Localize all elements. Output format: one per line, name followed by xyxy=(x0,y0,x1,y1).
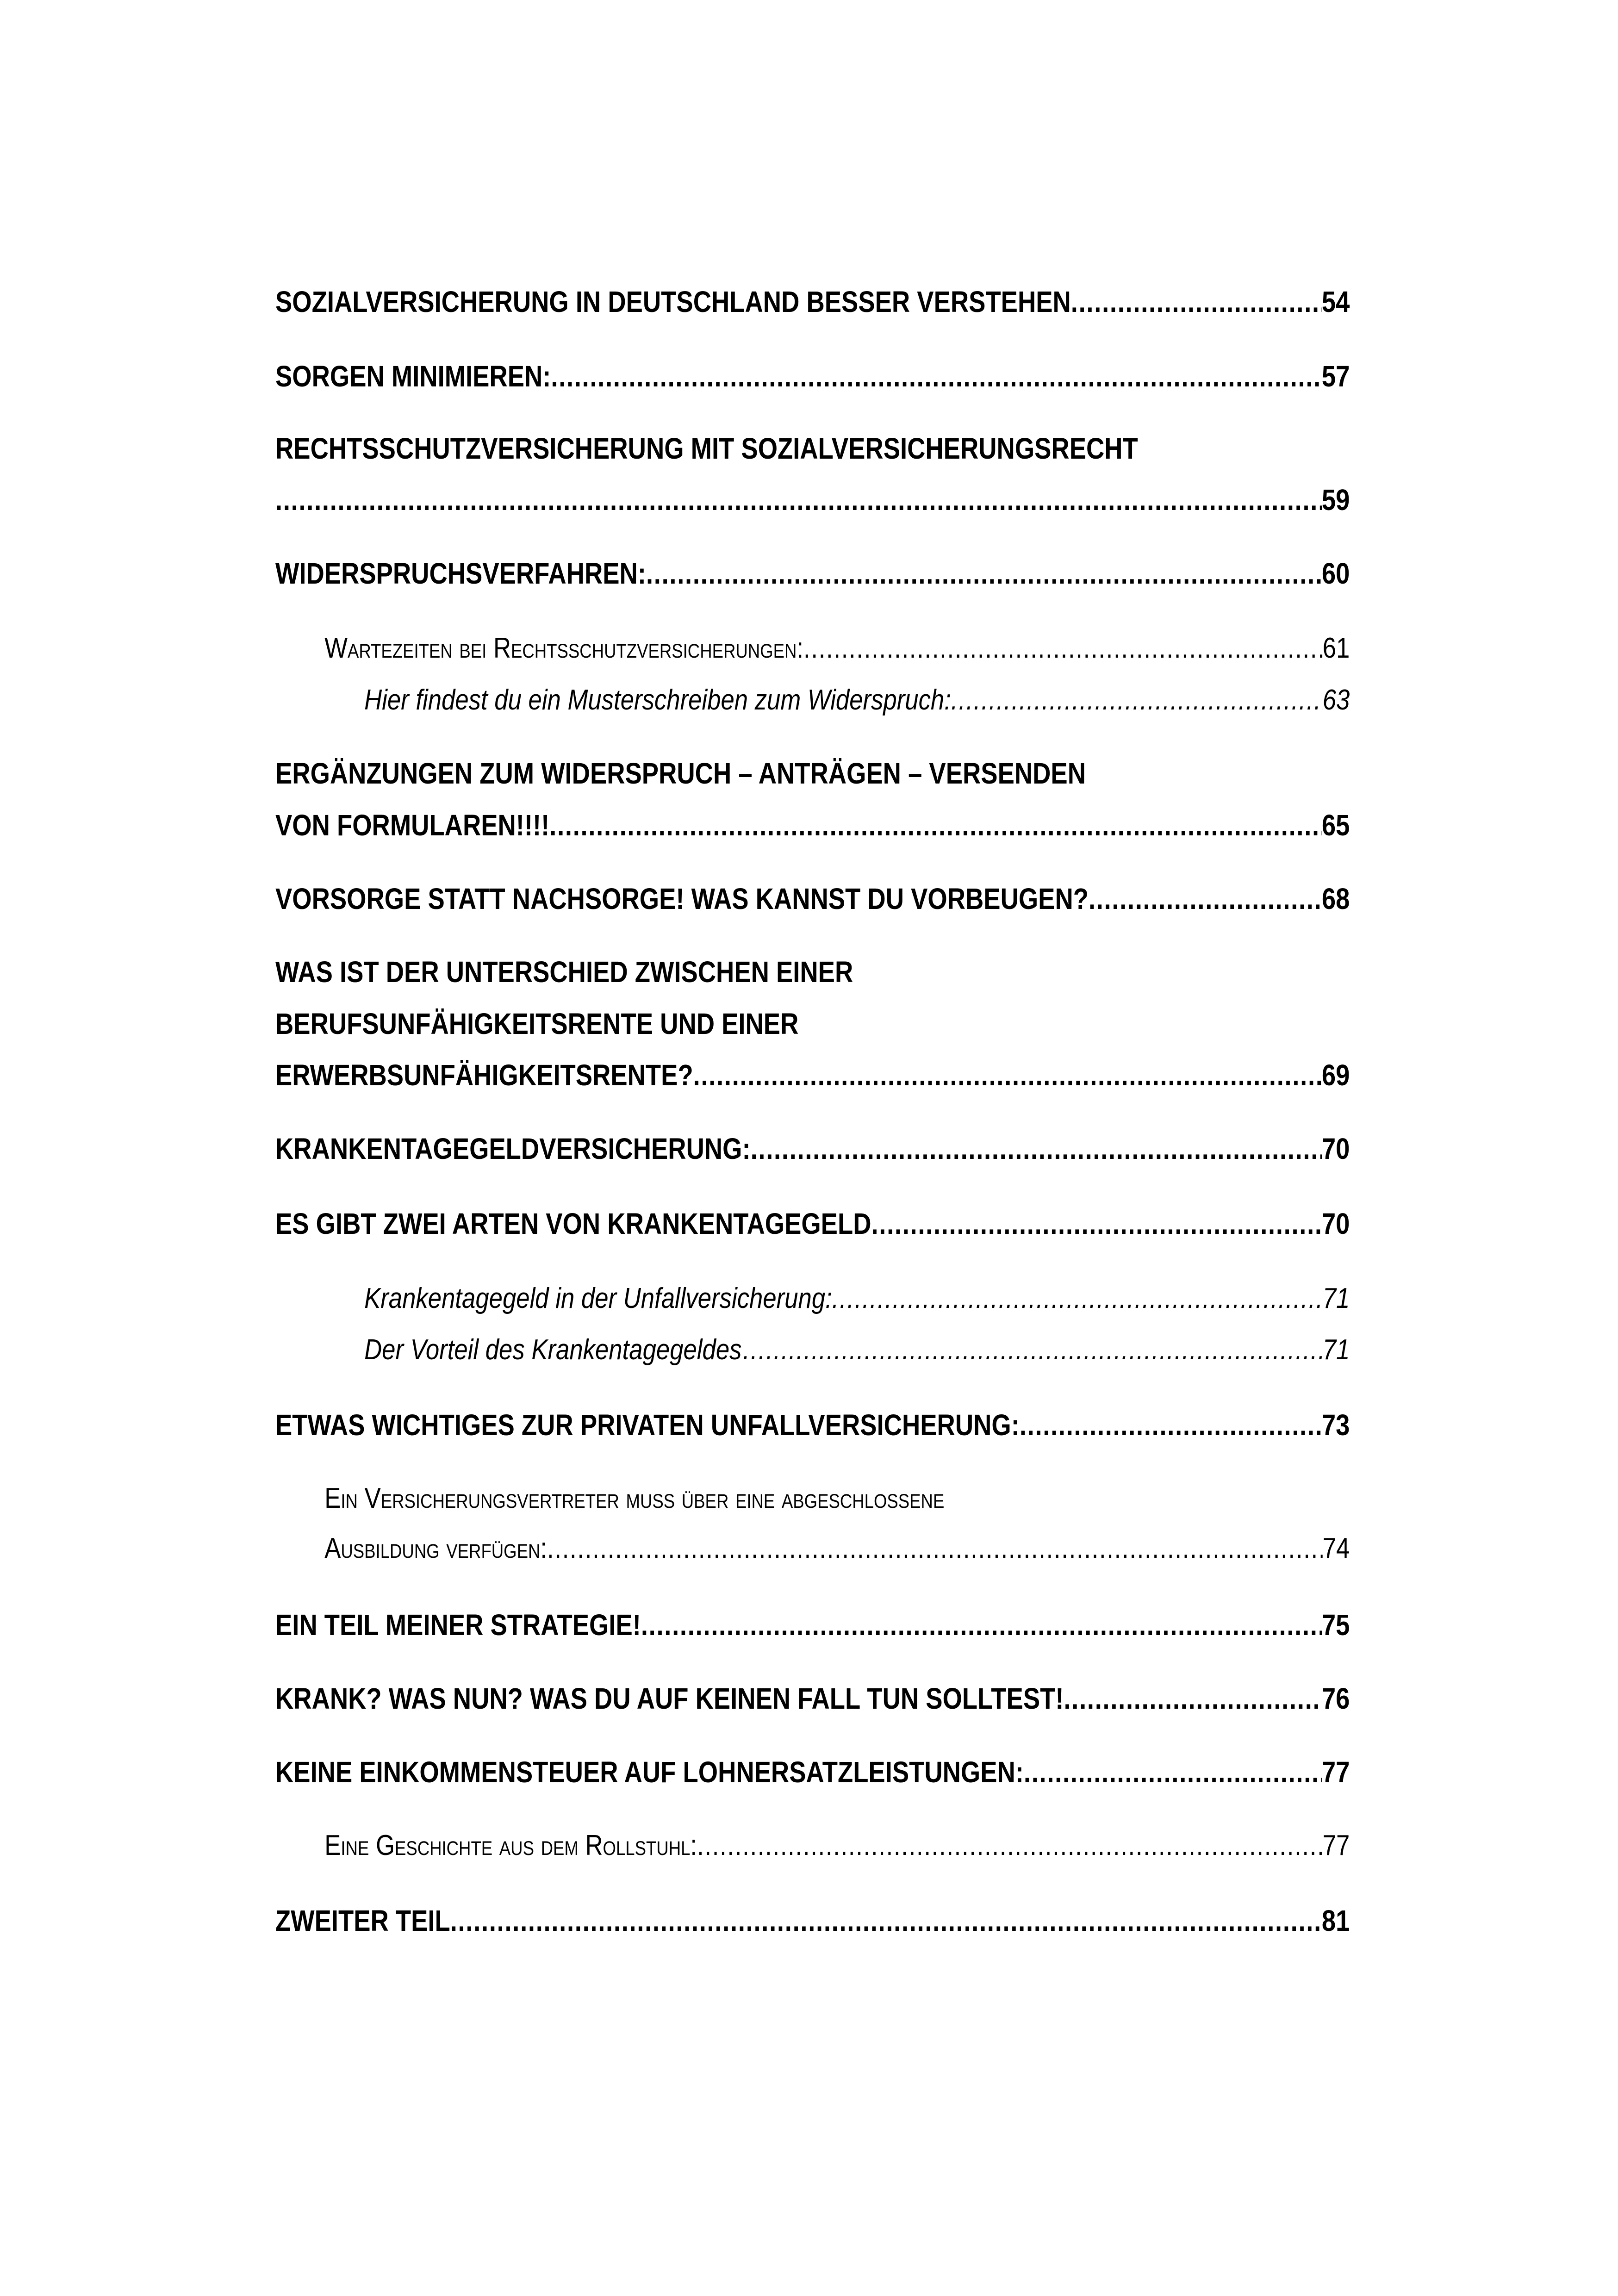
toc-entry[interactable] xyxy=(275,1754,1350,1791)
toc-entry-title: SOZIALVERSICHERUNG IN DEUTSCHLAND BESSER VERSTEHEN xyxy=(275,285,1071,318)
toc-entry[interactable] xyxy=(275,1680,1350,1717)
dot-leader xyxy=(803,630,1323,667)
toc-entry[interactable] xyxy=(275,283,1350,320)
toc-entry-title: WIDERSPRUCHSVERFAHREN: xyxy=(275,557,646,590)
dot-leader xyxy=(697,1827,1323,1864)
toc-page-number: 57 xyxy=(1321,360,1350,393)
toc-entry-line[interactable] xyxy=(275,755,1350,792)
toc-entry-title: Krankentagegeld in der Unfallversicherung: xyxy=(364,1282,832,1314)
toc-entry-title: KRANK? WAS NUN? WAS DU AUF KEINEN FALL TUN SOLLTEST! xyxy=(275,1682,1064,1715)
toc-entry[interactable] xyxy=(275,1130,1350,1167)
toc-entry-title: BERUFSUNFÄHIGKEITSRENTE UND EINER xyxy=(275,1007,799,1040)
toc-page-number: 70 xyxy=(1321,1207,1350,1240)
toc-entry-line[interactable] xyxy=(275,1480,1350,1517)
toc-page-number: 59 xyxy=(1321,483,1350,516)
dot-leader xyxy=(549,807,1322,844)
toc-entry[interactable] xyxy=(275,1280,1350,1317)
dot-leader xyxy=(693,1057,1322,1094)
dot-leader xyxy=(547,1530,1323,1567)
toc-entry-title: Ausbildung verfügen: xyxy=(324,1532,548,1564)
toc-entry[interactable] xyxy=(275,1530,1350,1567)
toc-page-number: 75 xyxy=(1321,1608,1350,1642)
toc-page-number: 54 xyxy=(1321,285,1350,318)
toc-page-number: 77 xyxy=(1322,1829,1350,1861)
toc-entry[interactable] xyxy=(275,555,1350,592)
toc-entry[interactable] xyxy=(275,807,1350,844)
toc-page-number: 71 xyxy=(1322,1334,1350,1366)
toc-entry-title: ERGÄNZUNGEN ZUM WIDERSPRUCH – ANTRÄGEN – VERSENDEN xyxy=(275,757,1086,790)
toc-page-number: 81 xyxy=(1321,1904,1350,1937)
toc-entry-line[interactable] xyxy=(275,430,1350,467)
dot-leader xyxy=(646,555,1322,592)
dot-leader xyxy=(1089,880,1322,917)
dot-leader xyxy=(871,1205,1321,1242)
toc-page-number: 73 xyxy=(1321,1408,1350,1442)
toc-entry-title: Wartezeiten bei Rechtsschutzversicherungen: xyxy=(324,632,804,664)
dot-leader xyxy=(551,358,1321,395)
dot-leader xyxy=(275,481,1322,518)
toc-entry[interactable] xyxy=(275,1406,1350,1444)
toc-page-number: 63 xyxy=(1322,684,1350,716)
toc-entry[interactable] xyxy=(275,1606,1350,1643)
toc-entry-title: EIN TEIL MEINER STRATEGIE! xyxy=(275,1608,641,1642)
toc-page-number: 76 xyxy=(1321,1682,1350,1715)
dot-leader xyxy=(1024,1754,1322,1791)
dot-leader xyxy=(766,1332,1323,1369)
toc-entry[interactable] xyxy=(275,1827,1350,1864)
toc-entry[interactable] xyxy=(275,1332,1350,1369)
toc-entry-title: Hier findest du ein Musterschreiben zum Widerspruch: xyxy=(364,684,951,716)
toc-entry-title: ES GIBT ZWEI ARTEN VON KRANKENTAGEGELD xyxy=(275,1207,871,1240)
toc-entry-title: SORGEN MINIMIEREN: xyxy=(275,360,551,393)
toc-entry[interactable] xyxy=(275,682,1350,719)
toc-page-number: 68 xyxy=(1321,882,1350,915)
toc-entry-title: ZWEITER TEIL xyxy=(275,1904,450,1937)
toc-entry-title: Ein Versicherungsvertreter muss über eine abgeschlossene xyxy=(324,1482,945,1514)
toc-page-number: 70 xyxy=(1321,1132,1350,1165)
dot-leader xyxy=(832,1280,1323,1317)
toc-entry-title: WAS IST DER UNTERSCHIED ZWISCHEN EINER xyxy=(275,955,853,989)
toc-entry-title: Der Vorteil des Krankentagegeldes… xyxy=(364,1334,766,1366)
toc-entry-title: KRANKENTAGEGELDVERSICHERUNG: xyxy=(275,1132,751,1165)
toc-entry-title: VORSORGE STATT NACHSORGE! WAS KANNST DU VORBEUGEN? xyxy=(275,882,1089,915)
toc-entry[interactable] xyxy=(275,880,1350,917)
toc-page-number: 61 xyxy=(1322,632,1350,664)
dot-leader xyxy=(641,1606,1322,1643)
toc-entry[interactable] xyxy=(275,630,1350,667)
dot-leader xyxy=(1020,1406,1322,1444)
toc-entry[interactable] xyxy=(275,358,1350,395)
toc-page-number: 77 xyxy=(1321,1755,1350,1789)
toc-entry[interactable] xyxy=(275,1205,1350,1242)
toc-entry-title: VON FORMULAREN!!!! xyxy=(275,809,550,842)
toc-entry-line[interactable] xyxy=(275,953,1350,990)
toc-page-number: 69 xyxy=(1321,1058,1350,1092)
toc-entry[interactable] xyxy=(275,1057,1350,1094)
toc-entry-line[interactable] xyxy=(275,1005,1350,1042)
toc-page-number: 60 xyxy=(1321,557,1350,590)
toc-page-number: 65 xyxy=(1321,809,1350,842)
toc-entry-title: Eine Geschichte aus dem Rollstuhl: xyxy=(324,1829,697,1861)
dot-leader xyxy=(951,682,1323,719)
toc-entry-title: RECHTSSCHUTZVERSICHERUNG MIT SOZIALVERSICHERUNGSRECHT xyxy=(275,432,1138,465)
toc-page-number: 74 xyxy=(1322,1532,1350,1564)
toc-entry-title: ETWAS WICHTIGES ZUR PRIVATEN UNFALLVERSICHERUNG: xyxy=(275,1408,1020,1442)
dot-leader xyxy=(751,1130,1322,1167)
toc-entry[interactable] xyxy=(275,481,1350,518)
dot-leader xyxy=(1071,283,1322,320)
toc-page-number: 71 xyxy=(1322,1282,1350,1314)
toc-entry-title: ERWERBSUNFÄHIGKEITSRENTE? xyxy=(275,1058,693,1092)
toc-entry-title: KEINE EINKOMMENSTEUER AUF LOHNERSATZLEISTUNGEN: xyxy=(275,1755,1024,1789)
dot-leader xyxy=(450,1902,1322,1939)
dot-leader xyxy=(1064,1680,1321,1717)
toc-entry[interactable] xyxy=(275,1902,1350,1939)
